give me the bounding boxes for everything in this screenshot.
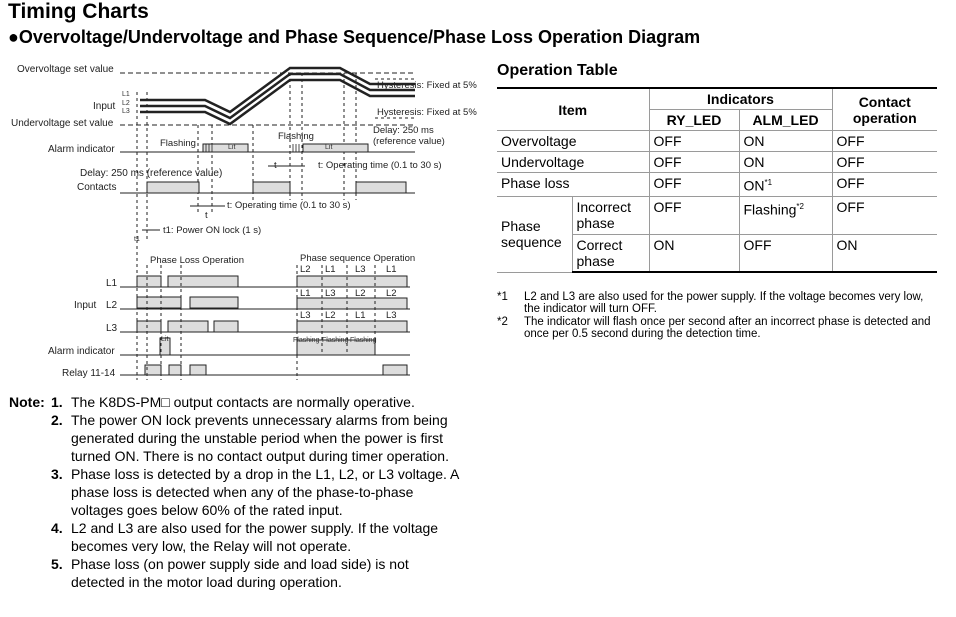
row-contact: OFF (832, 173, 937, 197)
l2-label: L2 (122, 100, 130, 107)
row-contact: ON (832, 234, 937, 272)
seq-row2-2: L2 (325, 310, 336, 321)
note-item: 2. The power ON lock prevents unnecessary alarms from being generated during the unstable period when the power is first turned ON. There is no contact output during timer operation. (51, 412, 449, 464)
row-alm: ON (739, 131, 832, 152)
row-alm: Flashing$^{*2}$ (739, 196, 832, 234)
delay-right-label-2: (reference value) (373, 136, 445, 147)
page-title: Timing Charts (8, 0, 149, 23)
seq-row1-4: L2 (386, 288, 397, 299)
lit-phase-label: Lit (161, 336, 169, 343)
operation-table (497, 87, 937, 273)
relay-label: Relay 11-14 (62, 368, 116, 379)
row-alm: ON (739, 152, 832, 173)
notes-section (9, 393, 459, 591)
delay-left-label: Delay: 250 ms (reference value) (80, 168, 223, 179)
flashing-label-2: Flashing (278, 131, 314, 142)
header-item: Item (497, 88, 649, 131)
note-item: 3. Phase loss is detected by a drop in the L1, L2, or L3 voltage. A phase loss is detected when any of the phase-to-phase voltages goes below 60% of the rated input. (51, 466, 459, 518)
alarm-indicator-phase-label: Alarm indicator (48, 346, 115, 357)
flashing-label-1: Flashing (160, 138, 196, 149)
l3-label: L3 (122, 108, 130, 115)
seq-row2-3: L1 (355, 310, 366, 321)
row-item: Phase loss (497, 173, 649, 197)
overvoltage-set-label: Overvoltage set value (17, 64, 114, 75)
hysteresis-top-label: Hysteresis: Fixed at 5% (377, 80, 477, 91)
header-ry-led: RY_LED (649, 110, 739, 131)
seq-header-2: L1 (325, 264, 336, 275)
operation-table-title: Operation Table (497, 62, 618, 79)
seq-header-3: L3 (355, 264, 366, 275)
lit-label-2: Lit (325, 144, 333, 151)
row-ry: OFF (649, 196, 739, 234)
t1-label: t1 (134, 236, 140, 243)
delay-right-label-1: Delay: 250 ms (373, 125, 434, 136)
l2-phase-label: L2 (106, 300, 118, 311)
l1-phase-label: L1 (106, 278, 118, 289)
seq-header-1: L2 (300, 264, 311, 275)
header-indicators: Indicators (649, 88, 832, 110)
row-ry: OFF (649, 131, 739, 152)
row-subitem-correct: Correct phase (572, 234, 649, 272)
operating-time-label-1: t: Operating time (0.1 to 30 s) (318, 160, 442, 171)
flashing-phase-label-3: Flashing (350, 337, 377, 344)
phase-sequence-operation-label: Phase sequence Operation (300, 253, 416, 264)
l1-label: L1 (122, 91, 130, 98)
row-alm: ON$^{*1}$ (739, 173, 832, 197)
seq-row1-1: L1 (300, 288, 311, 299)
note-item: Note: 1. The K8DS-PM□ output contacts are normally operative. (9, 394, 415, 410)
note-item: 5. Phase loss (on power supply side and load side) is not detected in the motor load during operation. (51, 556, 409, 590)
row-ry: OFF (649, 152, 739, 173)
table-row (497, 196, 937, 234)
diagram-heading: ●Overvoltage/Undervoltage and Phase Sequence/Phase Loss Operation Diagram (8, 27, 701, 47)
input-label: Input (93, 101, 116, 112)
t-mark-2: t (205, 210, 208, 221)
row-contact: OFF (832, 131, 937, 152)
row-alm: OFF (739, 234, 832, 272)
hysteresis-bottom-label: Hysteresis: Fixed at 5% (377, 107, 477, 118)
input-phase-label: Input (74, 300, 97, 311)
power-on-lock-label: t1: Power ON lock (1 s) (163, 225, 262, 236)
alarm-indicator-label: Alarm indicator (48, 144, 115, 155)
table-row (497, 173, 937, 197)
header-alm-led: ALM_LED (739, 110, 832, 131)
table-row (497, 131, 937, 152)
table-row (497, 152, 937, 173)
flashing-phase-label-1: Flashing (293, 337, 320, 344)
seq-row1-3: L2 (355, 288, 366, 299)
l3-phase-label: L3 (106, 323, 118, 334)
t-mark-1: t (274, 160, 277, 171)
row-contact: OFF (832, 152, 937, 173)
contacts-label: Contacts (77, 182, 117, 193)
phase-loss-operation-label: Phase Loss Operation (150, 255, 245, 266)
row-contact: OFF (832, 196, 937, 234)
seq-row2-4: L3 (386, 310, 397, 321)
note-label: Note: (9, 394, 45, 410)
seq-row1-2: L3 (325, 288, 336, 299)
seq-row2-1: L3 (300, 310, 311, 321)
operating-time-label-2: t: Operating time (0.1 to 30 s) (227, 200, 351, 211)
header-contact: Contact operation (832, 88, 937, 131)
lit-label-1: Lit (228, 144, 236, 151)
seq-header-4: L1 (386, 264, 397, 275)
note-item: 4. L2 and L3 are also used for the power supply. If the voltage becomes very low, the Relay will not operate. (51, 520, 439, 554)
undervoltage-set-label: Undervoltage set value (11, 118, 114, 129)
row-subitem-incorrect: Incorrect phase (572, 196, 649, 234)
flashing-phase-label-2: Flashing (322, 337, 349, 344)
row-item-phase-sequence: Phase sequence (497, 196, 572, 272)
row-ry: ON (649, 234, 739, 272)
row-item: Undervoltage (497, 152, 649, 173)
row-ry: OFF (649, 173, 739, 197)
row-item: Overvoltage (497, 131, 649, 152)
